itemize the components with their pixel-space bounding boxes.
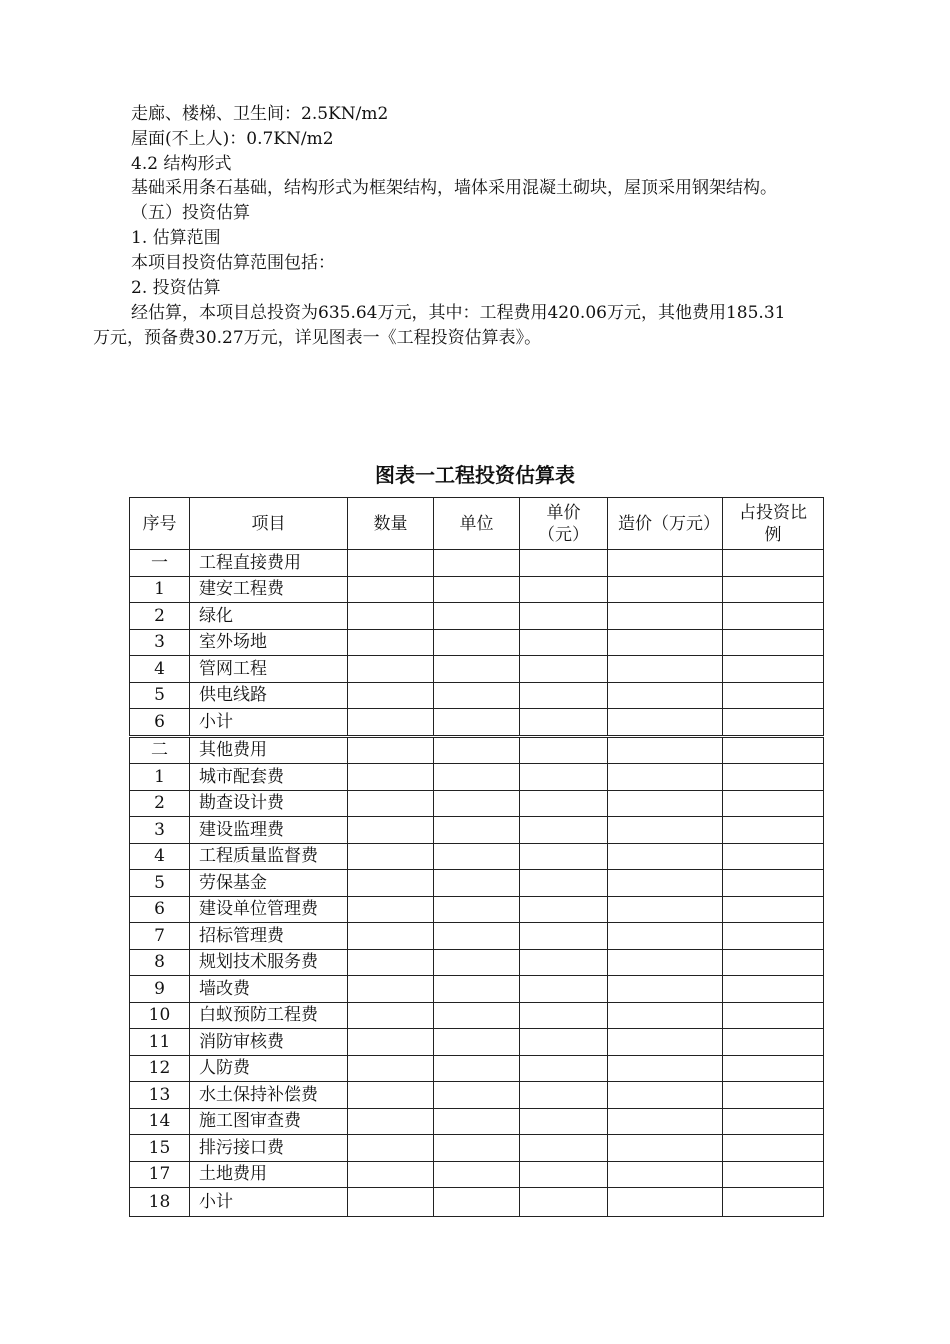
row-number-cell: 一	[130, 550, 190, 577]
empty-cell	[520, 923, 608, 950]
table-row	[130, 896, 824, 923]
table-row	[130, 1161, 824, 1188]
empty-cell	[434, 1082, 520, 1109]
empty-cell	[608, 764, 723, 791]
table-row	[130, 1108, 824, 1135]
empty-cell	[723, 817, 824, 844]
empty-cell	[608, 1108, 723, 1135]
empty-cell	[723, 843, 824, 870]
row-number-cell: 3	[130, 817, 190, 844]
empty-cell	[348, 656, 434, 683]
row-number-cell: 8	[130, 949, 190, 976]
empty-cell	[723, 1135, 824, 1162]
empty-cell	[434, 870, 520, 897]
item-name-cell: 消防审核费	[190, 1029, 348, 1056]
empty-cell	[723, 1188, 824, 1217]
empty-cell	[434, 896, 520, 923]
scope-text: 本项目投资估算范围包括：	[131, 253, 335, 273]
empty-cell	[348, 1108, 434, 1135]
empty-cell	[348, 629, 434, 656]
empty-cell	[608, 629, 723, 656]
empty-cell	[434, 682, 520, 709]
empty-cell	[434, 1188, 520, 1217]
empty-cell	[608, 1029, 723, 1056]
row-number-cell: 5	[130, 682, 190, 709]
table-row	[130, 949, 824, 976]
table-row	[130, 576, 824, 603]
item-name-cell: 工程质量监督费	[190, 843, 348, 870]
table-row	[130, 843, 824, 870]
empty-cell	[520, 603, 608, 630]
table-row	[130, 1188, 824, 1217]
item-name-cell: 水土保持补偿费	[190, 1082, 348, 1109]
empty-cell	[723, 923, 824, 950]
item-name-cell: 施工图审查费	[190, 1108, 348, 1135]
empty-cell	[723, 1108, 824, 1135]
table-row	[130, 817, 824, 844]
empty-cell	[434, 1108, 520, 1135]
item-name-cell: 小计	[190, 1188, 348, 1217]
empty-cell	[520, 1082, 608, 1109]
item-name-cell: 管网工程	[190, 656, 348, 683]
item-name-cell: 排污接口费	[190, 1135, 348, 1162]
empty-cell	[608, 1188, 723, 1217]
empty-cell	[348, 1002, 434, 1029]
row-number-cell: 二	[130, 736, 190, 764]
row-number-cell: 3	[130, 629, 190, 656]
item-name-cell: 建设单位管理费	[190, 896, 348, 923]
empty-cell	[608, 790, 723, 817]
item-name-cell: 招标管理费	[190, 923, 348, 950]
empty-cell	[723, 1055, 824, 1082]
empty-cell	[608, 817, 723, 844]
empty-cell	[520, 550, 608, 577]
row-number-cell: 10	[130, 1002, 190, 1029]
empty-cell	[348, 843, 434, 870]
row-number-cell: 6	[130, 709, 190, 737]
empty-cell	[434, 1002, 520, 1029]
empty-cell	[608, 1082, 723, 1109]
row-number-cell: 14	[130, 1108, 190, 1135]
empty-cell	[434, 709, 520, 737]
row-number-cell: 1	[130, 576, 190, 603]
item-name-cell: 城市配套费	[190, 764, 348, 791]
empty-cell	[348, 1135, 434, 1162]
empty-cell	[348, 764, 434, 791]
row-number-cell: 2	[130, 603, 190, 630]
row-number-cell: 4	[130, 656, 190, 683]
empty-cell	[723, 656, 824, 683]
header-cell: 占投资比例	[723, 498, 824, 550]
item-name-cell: 建设监理费	[190, 817, 348, 844]
empty-cell	[723, 1002, 824, 1029]
table-row	[130, 682, 824, 709]
item-name-cell: 土地费用	[190, 1161, 348, 1188]
empty-cell	[520, 1002, 608, 1029]
row-number-cell: 7	[130, 923, 190, 950]
empty-cell	[348, 709, 434, 737]
row-number-cell: 13	[130, 1082, 190, 1109]
empty-cell	[520, 1161, 608, 1188]
table-row	[130, 1002, 824, 1029]
empty-cell	[434, 764, 520, 791]
empty-cell	[348, 1188, 434, 1217]
section-heading: （五）投资估算	[131, 203, 250, 223]
empty-cell	[723, 870, 824, 897]
item-name-cell: 其他费用	[190, 736, 348, 764]
empty-cell	[434, 629, 520, 656]
row-number-cell: 11	[130, 1029, 190, 1056]
row-number-cell: 2	[130, 790, 190, 817]
investment-estimate-table	[129, 497, 824, 1217]
row-number-cell: 12	[130, 1055, 190, 1082]
empty-cell	[723, 709, 824, 737]
table-row	[130, 1029, 824, 1056]
empty-cell	[348, 576, 434, 603]
empty-cell	[608, 949, 723, 976]
empty-cell	[608, 896, 723, 923]
empty-cell	[348, 923, 434, 950]
empty-cell	[520, 709, 608, 737]
empty-cell	[723, 1161, 824, 1188]
empty-cell	[348, 736, 434, 764]
item-name-cell: 建安工程费	[190, 576, 348, 603]
table-row	[130, 656, 824, 683]
table-title: 图表一工程投资估算表	[375, 463, 575, 487]
empty-cell	[723, 764, 824, 791]
empty-cell	[520, 736, 608, 764]
empty-cell	[723, 790, 824, 817]
item-name-cell: 白蚁预防工程费	[190, 1002, 348, 1029]
empty-cell	[608, 709, 723, 737]
empty-cell	[434, 976, 520, 1003]
empty-cell	[434, 949, 520, 976]
row-number-cell: 17	[130, 1161, 190, 1188]
empty-cell	[723, 949, 824, 976]
empty-cell	[348, 790, 434, 817]
empty-cell	[434, 843, 520, 870]
empty-cell	[434, 817, 520, 844]
empty-cell	[520, 1135, 608, 1162]
empty-cell	[608, 1161, 723, 1188]
empty-cell	[434, 576, 520, 603]
table-row	[130, 1135, 824, 1162]
empty-cell	[348, 603, 434, 630]
empty-cell	[348, 870, 434, 897]
empty-cell	[723, 682, 824, 709]
table-row	[130, 1082, 824, 1109]
table-row	[130, 870, 824, 897]
empty-cell	[434, 656, 520, 683]
empty-cell	[723, 550, 824, 577]
empty-cell	[348, 896, 434, 923]
empty-cell	[348, 682, 434, 709]
row-number-cell: 5	[130, 870, 190, 897]
empty-cell	[434, 790, 520, 817]
section-heading: 2. 投资估算	[131, 278, 221, 298]
item-name-cell: 绿化	[190, 603, 348, 630]
empty-cell	[723, 576, 824, 603]
item-name-cell: 勘查设计费	[190, 790, 348, 817]
header-cell: 序号	[130, 498, 190, 550]
item-name-cell: 供电线路	[190, 682, 348, 709]
empty-cell	[520, 656, 608, 683]
empty-cell	[608, 843, 723, 870]
section-heading: 4.2 结构形式	[131, 154, 232, 174]
empty-cell	[608, 682, 723, 709]
empty-cell	[608, 1002, 723, 1029]
empty-cell	[520, 629, 608, 656]
empty-cell	[608, 976, 723, 1003]
empty-cell	[723, 736, 824, 764]
estimate-text: 经估算，本项目总投资为635.64万元，其中：工程费用420.06万元，其他费用185.31	[131, 303, 786, 323]
table-row	[130, 1055, 824, 1082]
estimate-text-cont: 万元，预备费30.27万元，详见图表一《工程投资估算表》。	[93, 328, 542, 348]
empty-cell	[434, 1055, 520, 1082]
empty-cell	[723, 1029, 824, 1056]
item-name-cell: 劳保基金	[190, 870, 348, 897]
row-number-cell: 9	[130, 976, 190, 1003]
table-row	[130, 603, 824, 630]
empty-cell	[348, 1055, 434, 1082]
empty-cell	[520, 682, 608, 709]
empty-cell	[608, 1055, 723, 1082]
empty-cell	[434, 1161, 520, 1188]
empty-cell	[520, 843, 608, 870]
empty-cell	[520, 870, 608, 897]
item-name-cell: 工程直接费用	[190, 550, 348, 577]
empty-cell	[608, 576, 723, 603]
empty-cell	[520, 764, 608, 791]
empty-cell	[723, 896, 824, 923]
structure-text: 基础采用条石基础，结构形式为框架结构，墙体采用混凝土砌块，屋顶采用钢架结构。	[131, 178, 777, 198]
table-row	[130, 923, 824, 950]
table-row	[130, 709, 824, 737]
empty-cell	[434, 736, 520, 764]
empty-cell	[723, 1082, 824, 1109]
table-row	[130, 629, 824, 656]
empty-cell	[348, 1161, 434, 1188]
empty-cell	[348, 1082, 434, 1109]
empty-cell	[434, 603, 520, 630]
header-cell: 项目	[190, 498, 348, 550]
item-name-cell: 规划技术服务费	[190, 949, 348, 976]
empty-cell	[608, 1135, 723, 1162]
empty-cell	[723, 976, 824, 1003]
header-cell: 造价（万元）	[608, 498, 723, 550]
item-name-cell: 室外场地	[190, 629, 348, 656]
empty-cell	[520, 949, 608, 976]
empty-cell	[723, 629, 824, 656]
table-row	[130, 790, 824, 817]
empty-cell	[608, 736, 723, 764]
empty-cell	[434, 550, 520, 577]
empty-cell	[608, 870, 723, 897]
header-cell: 单价（元）	[520, 498, 608, 550]
empty-cell	[520, 1029, 608, 1056]
header-cell: 数量	[348, 498, 434, 550]
empty-cell	[608, 603, 723, 630]
empty-cell	[348, 1029, 434, 1056]
empty-cell	[520, 896, 608, 923]
empty-cell	[348, 550, 434, 577]
header-cell: 单位	[434, 498, 520, 550]
empty-cell	[348, 817, 434, 844]
table-row	[130, 736, 824, 764]
load-corridor-text: 走廊、楼梯、卫生间：2.5KN/m2	[131, 104, 389, 124]
table-row	[130, 550, 824, 577]
empty-cell	[520, 1108, 608, 1135]
row-number-cell: 15	[130, 1135, 190, 1162]
empty-cell	[608, 550, 723, 577]
empty-cell	[434, 1029, 520, 1056]
empty-cell	[348, 949, 434, 976]
item-name-cell: 墙改费	[190, 976, 348, 1003]
row-number-cell: 4	[130, 843, 190, 870]
table-row	[130, 976, 824, 1003]
empty-cell	[434, 923, 520, 950]
row-number-cell: 1	[130, 764, 190, 791]
row-number-cell: 6	[130, 896, 190, 923]
section-heading: 1. 估算范围	[131, 228, 221, 248]
load-roof-text: 屋面(不上人)：0.7KN/m2	[131, 129, 334, 149]
table-header-row	[130, 498, 824, 550]
item-name-cell: 小计	[190, 709, 348, 737]
empty-cell	[520, 817, 608, 844]
empty-cell	[608, 923, 723, 950]
empty-cell	[348, 976, 434, 1003]
empty-cell	[520, 790, 608, 817]
empty-cell	[723, 603, 824, 630]
empty-cell	[608, 656, 723, 683]
item-name-cell: 人防费	[190, 1055, 348, 1082]
empty-cell	[520, 1055, 608, 1082]
empty-cell	[520, 576, 608, 603]
empty-cell	[434, 1135, 520, 1162]
empty-cell	[520, 1188, 608, 1217]
empty-cell	[520, 976, 608, 1003]
row-number-cell: 18	[130, 1188, 190, 1217]
table-row	[130, 764, 824, 791]
